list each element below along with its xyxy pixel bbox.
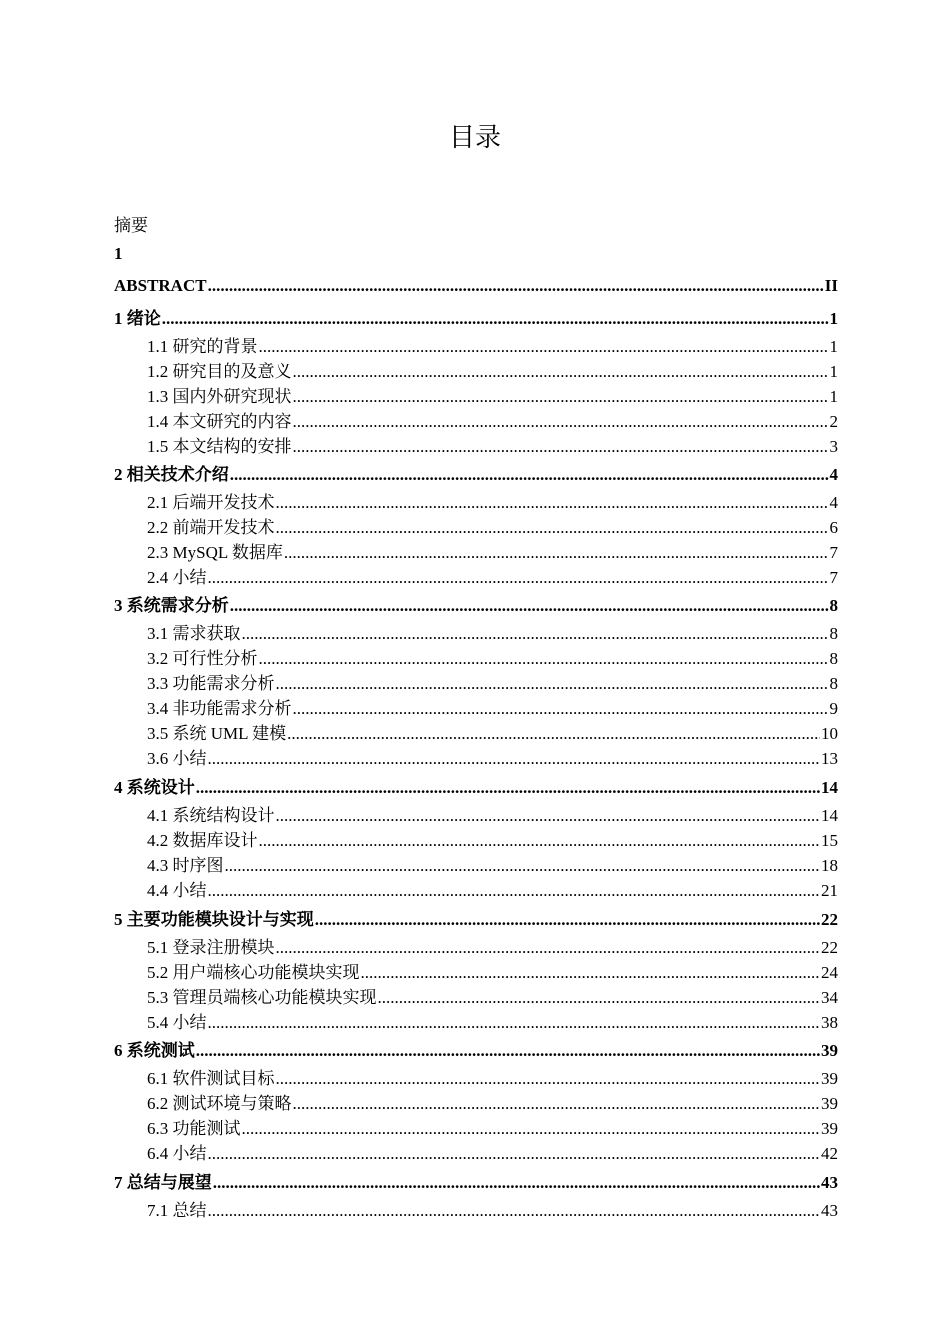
toc-entry[interactable] bbox=[147, 1199, 838, 1223]
toc-dot-leader bbox=[208, 879, 821, 903]
toc-entry-label: 1.1 研究的背景 bbox=[147, 337, 258, 356]
toc-entry-label: 2.1 后端开发技术 bbox=[147, 493, 275, 512]
toc-dot-leader bbox=[230, 463, 829, 487]
toc-entry-page: 14 bbox=[821, 778, 838, 797]
toc-entry-page: 34 bbox=[821, 988, 838, 1007]
toc-entry-label: 3.6 小结 bbox=[147, 749, 207, 768]
toc-entry-label: 6.3 功能测试 bbox=[147, 1119, 241, 1138]
toc-entry[interactable] bbox=[147, 647, 838, 671]
toc-entry-label: 4 系统设计 bbox=[114, 778, 195, 797]
toc-entry-label: 1.2 研究目的及意义 bbox=[147, 362, 292, 381]
toc-entry-page: 6 bbox=[829, 518, 838, 537]
toc-entry[interactable] bbox=[147, 747, 838, 771]
toc-entry[interactable] bbox=[147, 1067, 838, 1091]
toc-dot-leader bbox=[293, 697, 829, 721]
toc-entry-page: 7 bbox=[829, 568, 838, 587]
toc-entry-label: 1 绪论 bbox=[114, 309, 161, 328]
toc-entry-page: 9 bbox=[829, 699, 838, 718]
toc-entry[interactable] bbox=[147, 1117, 838, 1141]
toc-entry-label: 3.2 可行性分析 bbox=[147, 649, 258, 668]
toc-entry-page: 15 bbox=[821, 831, 838, 850]
toc-dot-leader bbox=[361, 961, 821, 985]
toc-entry-page: 43 bbox=[821, 1201, 838, 1220]
toc-entry-label: 6.4 小结 bbox=[147, 1144, 207, 1163]
toc-entry-page: 39 bbox=[821, 1094, 838, 1113]
toc-dot-leader bbox=[276, 936, 821, 960]
toc-entry-page: 1 bbox=[829, 387, 838, 406]
toc-dot-leader bbox=[259, 647, 829, 671]
toc-dot-leader bbox=[196, 776, 820, 800]
toc-entry-label: 1.4 本文研究的内容 bbox=[147, 412, 292, 431]
toc-entry-page: 39 bbox=[821, 1119, 838, 1138]
toc-entry-label: 2.3 MySQL 数据库 bbox=[147, 543, 283, 562]
toc-dot-leader bbox=[378, 986, 821, 1010]
toc-entry-page: 10 bbox=[821, 724, 838, 743]
toc-entry[interactable] bbox=[147, 491, 838, 515]
toc-entry-label: 3.3 功能需求分析 bbox=[147, 674, 275, 693]
toc-dot-leader bbox=[287, 722, 820, 746]
toc-entry-page: 39 bbox=[821, 1069, 838, 1088]
toc-entry[interactable] bbox=[147, 961, 838, 985]
toc-dot-leader bbox=[208, 1142, 821, 1166]
toc-entry[interactable] bbox=[147, 672, 838, 696]
toc-entry-page: 18 bbox=[821, 856, 838, 875]
toc-entry[interactable] bbox=[114, 307, 838, 331]
toc-entry[interactable] bbox=[147, 335, 838, 359]
toc-entry-label: 7 总结与展望 bbox=[114, 1173, 212, 1192]
toc-dot-leader bbox=[259, 335, 829, 359]
toc-entry-page: 24 bbox=[821, 963, 838, 982]
toc-dot-leader bbox=[208, 566, 829, 590]
toc-entry[interactable] bbox=[147, 879, 838, 903]
toc-dot-leader bbox=[259, 829, 821, 853]
toc-entry-page: 13 bbox=[821, 749, 838, 768]
toc-dot-leader bbox=[293, 385, 829, 409]
toc-entry[interactable] bbox=[147, 1142, 838, 1166]
toc-entry[interactable] bbox=[147, 1011, 838, 1035]
toc-entry-label: ABSTRACT bbox=[114, 276, 207, 295]
toc-entry[interactable] bbox=[147, 566, 838, 590]
toc-dot-leader bbox=[293, 410, 829, 434]
toc-dot-leader bbox=[208, 1199, 821, 1223]
toc-entry-page: 4 bbox=[829, 465, 838, 484]
toc-entry[interactable] bbox=[147, 385, 838, 409]
toc-entry[interactable] bbox=[147, 722, 838, 746]
toc-entry-label: 7.1 总结 bbox=[147, 1201, 207, 1220]
toc-dot-leader bbox=[276, 804, 821, 828]
toc-dot-leader bbox=[276, 516, 829, 540]
toc-entry-label: 4.4 小结 bbox=[147, 881, 207, 900]
toc-entry[interactable] bbox=[147, 516, 838, 540]
toc-entry[interactable] bbox=[147, 854, 838, 878]
toc-entry[interactable] bbox=[147, 986, 838, 1010]
toc-entry[interactable] bbox=[114, 1171, 838, 1195]
toc-entry-page: 38 bbox=[821, 1013, 838, 1032]
toc-entry[interactable] bbox=[147, 1092, 838, 1116]
toc-entry[interactable] bbox=[147, 936, 838, 960]
toc-entry[interactable] bbox=[147, 829, 838, 853]
toc-dot-leader bbox=[293, 435, 829, 459]
toc-dot-leader bbox=[276, 1067, 821, 1091]
toc-entry[interactable] bbox=[114, 594, 838, 618]
toc-entry[interactable] bbox=[114, 463, 838, 487]
toc-entry-page: 2 bbox=[829, 412, 838, 431]
toc-entry-page: 22 bbox=[821, 910, 838, 929]
toc-entry-page: 7 bbox=[829, 543, 838, 562]
toc-entry[interactable] bbox=[147, 697, 838, 721]
toc-entry-label: 5.2 用户端核心功能模块实现 bbox=[147, 963, 360, 982]
toc-entry[interactable] bbox=[147, 360, 838, 384]
toc-dot-leader bbox=[225, 854, 821, 878]
toc-entry-page: 21 bbox=[821, 881, 838, 900]
toc-abstract-cn-label: 摘要 bbox=[114, 216, 148, 235]
toc-entry-label: 2.4 小结 bbox=[147, 568, 207, 587]
toc-entry-label: 2 相关技术介绍 bbox=[114, 465, 229, 484]
toc-dot-leader bbox=[284, 541, 829, 565]
toc-entry-page: 1 bbox=[829, 309, 838, 328]
toc-entry-label: 2.2 前端开发技术 bbox=[147, 518, 275, 537]
page-title: 目录 bbox=[448, 123, 501, 153]
toc-entry[interactable] bbox=[147, 541, 838, 565]
toc-dot-leader bbox=[208, 274, 824, 298]
toc-entry-label: 3 系统需求分析 bbox=[114, 596, 229, 615]
toc-dot-leader bbox=[196, 1039, 820, 1063]
toc-dot-leader bbox=[242, 622, 829, 646]
toc-dot-leader bbox=[208, 747, 821, 771]
toc-entry[interactable] bbox=[114, 274, 838, 298]
toc-entry-page: 43 bbox=[821, 1173, 838, 1192]
toc-entry[interactable] bbox=[147, 435, 838, 459]
toc-entry-page: 22 bbox=[821, 938, 838, 957]
toc-entry-page: 4 bbox=[829, 493, 838, 512]
toc-entry-page: 3 bbox=[829, 437, 838, 456]
toc-entry-label: 6 系统测试 bbox=[114, 1041, 195, 1060]
toc-entry-label: 5.3 管理员端核心功能模块实现 bbox=[147, 988, 377, 1007]
toc-dot-leader bbox=[276, 491, 829, 515]
toc-entry-page: II bbox=[824, 276, 838, 295]
toc-dot-leader bbox=[293, 360, 829, 384]
toc-entry-page: 14 bbox=[821, 806, 838, 825]
toc-dot-leader bbox=[315, 908, 820, 932]
toc-entry-page: 39 bbox=[821, 1041, 838, 1060]
toc-entry-label: 5.4 小结 bbox=[147, 1013, 207, 1032]
toc-entry[interactable] bbox=[147, 410, 838, 434]
toc-entry[interactable] bbox=[114, 1039, 838, 1063]
toc-entry-label: 3.1 需求获取 bbox=[147, 624, 241, 643]
toc-abstract-cn-page: 1 bbox=[114, 244, 123, 263]
toc-entry-label: 4.1 系统结构设计 bbox=[147, 806, 275, 825]
toc-dot-leader bbox=[162, 307, 829, 331]
toc-dot-leader bbox=[276, 672, 829, 696]
toc-entry[interactable] bbox=[147, 622, 838, 646]
toc-entry-label: 4.3 时序图 bbox=[147, 856, 224, 875]
toc-dot-leader bbox=[242, 1117, 821, 1141]
toc-entry-label: 5 主要功能模块设计与实现 bbox=[114, 910, 314, 929]
toc-dot-leader bbox=[230, 594, 829, 618]
toc-dot-leader bbox=[293, 1092, 821, 1116]
toc-entry[interactable] bbox=[114, 908, 838, 932]
toc-entry-page: 8 bbox=[829, 674, 838, 693]
toc-entry-page: 1 bbox=[829, 362, 838, 381]
toc-entry-label: 5.1 登录注册模块 bbox=[147, 938, 275, 957]
toc-entry-page: 42 bbox=[821, 1144, 838, 1163]
toc-entry-label: 6.2 测试环境与策略 bbox=[147, 1094, 292, 1113]
toc-entry-page: 8 bbox=[829, 649, 838, 668]
toc-entry[interactable] bbox=[147, 804, 838, 828]
toc-entry-page: 1 bbox=[829, 337, 838, 356]
toc-entry-label: 1.5 本文结构的安排 bbox=[147, 437, 292, 456]
toc-entry-label: 4.2 数据库设计 bbox=[147, 831, 258, 850]
toc-dot-leader bbox=[208, 1011, 821, 1035]
toc-entry-label: 1.3 国内外研究现状 bbox=[147, 387, 292, 406]
toc-entry-label: 3.4 非功能需求分析 bbox=[147, 699, 292, 718]
toc-dot-leader bbox=[213, 1171, 820, 1195]
toc-entry-label: 3.5 系统 UML 建模 bbox=[147, 724, 287, 743]
toc-entry[interactable] bbox=[114, 776, 838, 800]
toc-entry-page: 8 bbox=[829, 624, 838, 643]
toc-entry-label: 6.1 软件测试目标 bbox=[147, 1069, 275, 1088]
toc-entry-page: 8 bbox=[829, 596, 838, 615]
